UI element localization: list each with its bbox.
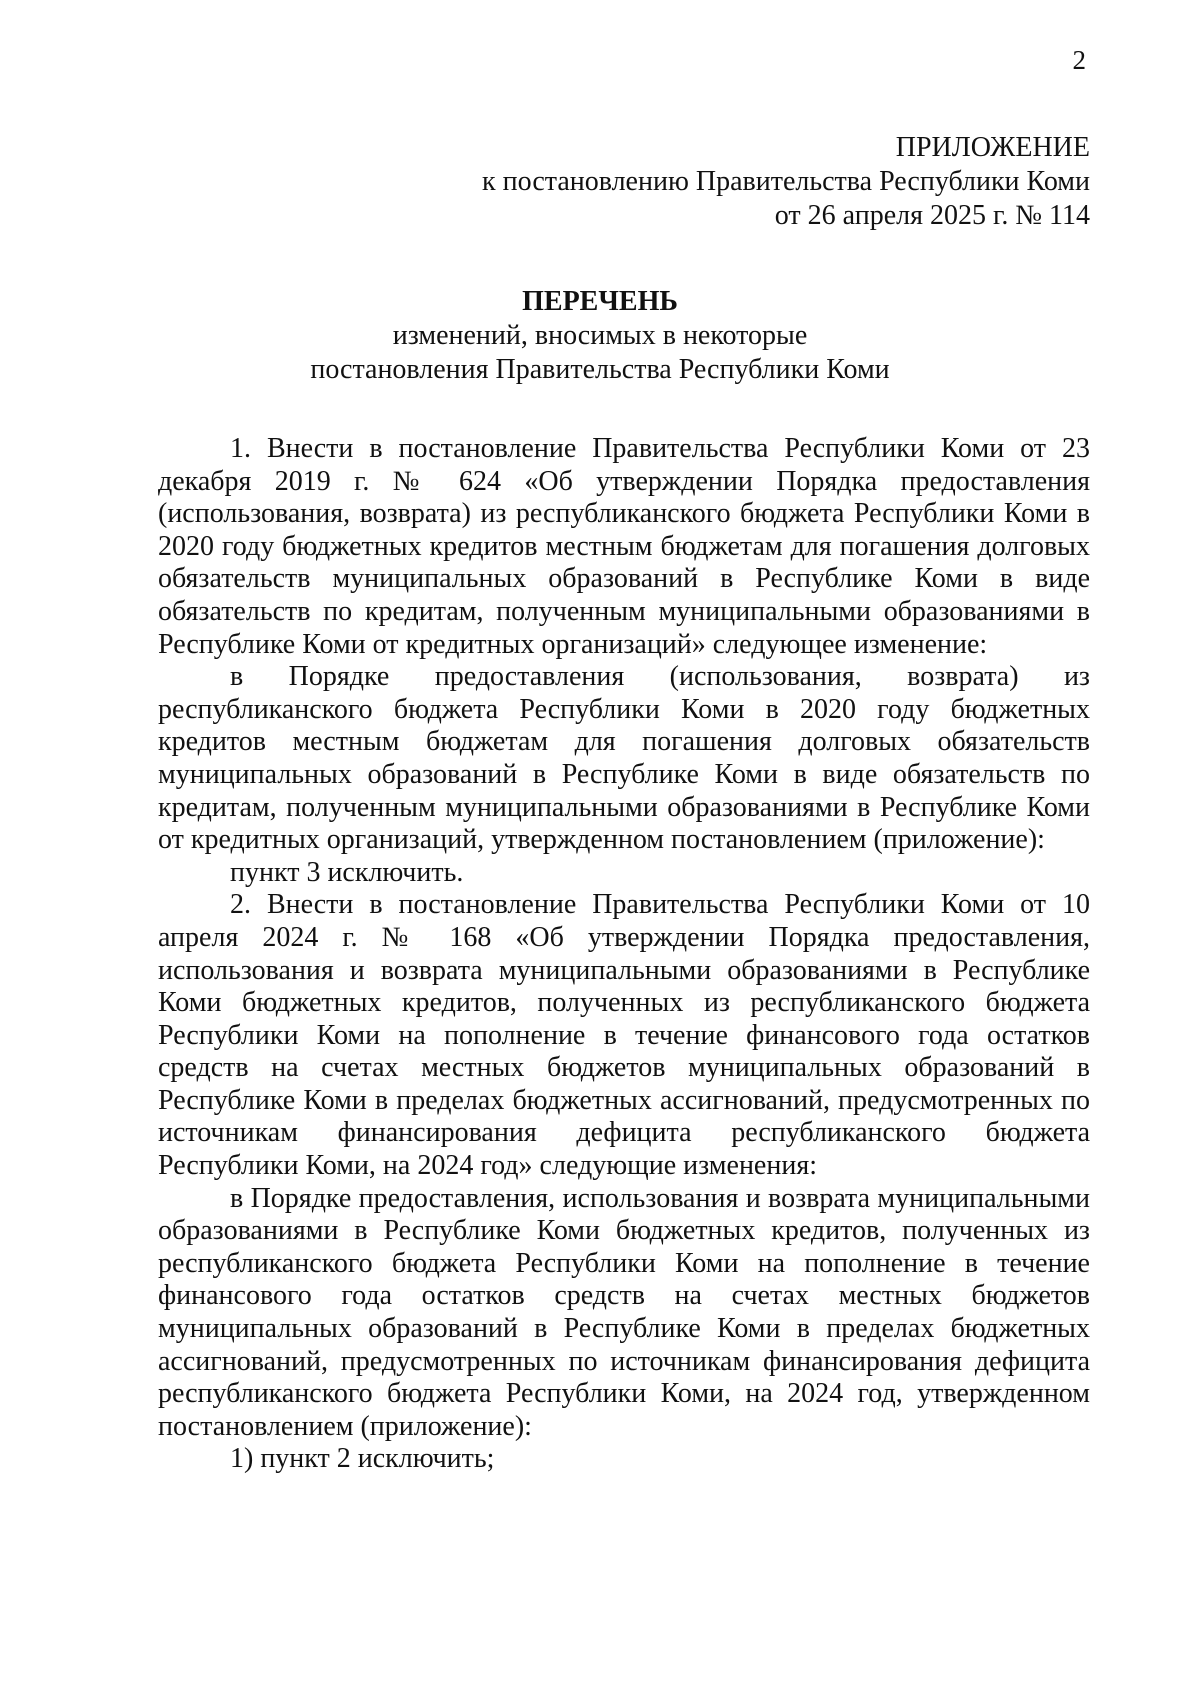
- appendix-header: [482, 131, 1090, 233]
- document-body: [158, 433, 1090, 1476]
- document-subtitle-line2: постановления Правительства Республики Коми: [310, 354, 890, 385]
- paragraph-3: пункт 3 исключить.: [230, 856, 464, 888]
- document-subtitle-line1: изменений, вносимых в некоторые: [392, 320, 808, 351]
- paragraph-1: 1. Внести в постановление Правительства Республики Коми от 23 декабря 2019 г. № 624 «Об утверждении Порядка предоставления (использования, возврата) из республиканского бюджета Республики Коми в 2020 году бюджетных кредитов местным бюджетам для погашения долговых обязательств муниципальных образований в Республике Коми в виде обязательств по кредитам, полученным муниципальными образованиями в Республике Коми от кредитных организаций» следующее изменение:: [158, 433, 1090, 660]
- appendix-reference: к постановлению Правительства Республики Коми: [482, 166, 1090, 197]
- document-title: ПЕРЕЧЕНЬ: [522, 286, 678, 317]
- appendix-label: ПРИЛОЖЕНИЕ: [895, 132, 1090, 163]
- paragraph-4: 2. Внести в постановление Правительства Республики Коми от 10 апреля 2024 г. № 168 «Об утверждении Порядка предоставления, использования и возврата муниципальными образованиями в Республике Коми бюджетных кредитов, полученных из республиканского бюджета Республики Коми на пополнение в течение финансового года остатков средств на счетах местных бюджетов муниципальных образований в Республике Коми в пределах бюджетных ассигнований, предусмотренных по источникам финансирования дефицита республиканского бюджета Республики Коми, на 2024 год» следующие изменения:: [158, 889, 1090, 1182]
- paragraph-5: в Порядке предоставления, использования и возврата муниципальными образованиями в Республике Коми бюджетных кредитов, полученных из республиканского бюджета Республики Коми на пополнение в течение финансового года остатков средств на счетах местных бюджетов муниципальных образований в Республике Коми в пределах бюджетных ассигнований, предусмотренных по источникам финансирования дефицита республиканского бюджета Республики Коми, на 2024 год, утвержденном постановлением (приложение):: [158, 1182, 1090, 1442]
- appendix-date-number: от 26 апреля 2025 г. № 114: [774, 200, 1090, 231]
- paragraph-2: в Порядке предоставления (использования, возврата) из республиканского бюджета Республики Коми в 2020 году бюджетных кредитов местным бюджетам для погашения долговых обязательств муниципальных образований в Республике Коми в виде обязательств по кредитам, полученным муниципальными образованиями в Республике Коми от кредитных организаций, утвержденном постановлением (приложение):: [158, 661, 1090, 856]
- paragraph-6: 1) пункт 2 исключить;: [230, 1443, 495, 1475]
- page-number: 2: [1072, 45, 1086, 75]
- document-title-block: [0, 285, 1200, 387]
